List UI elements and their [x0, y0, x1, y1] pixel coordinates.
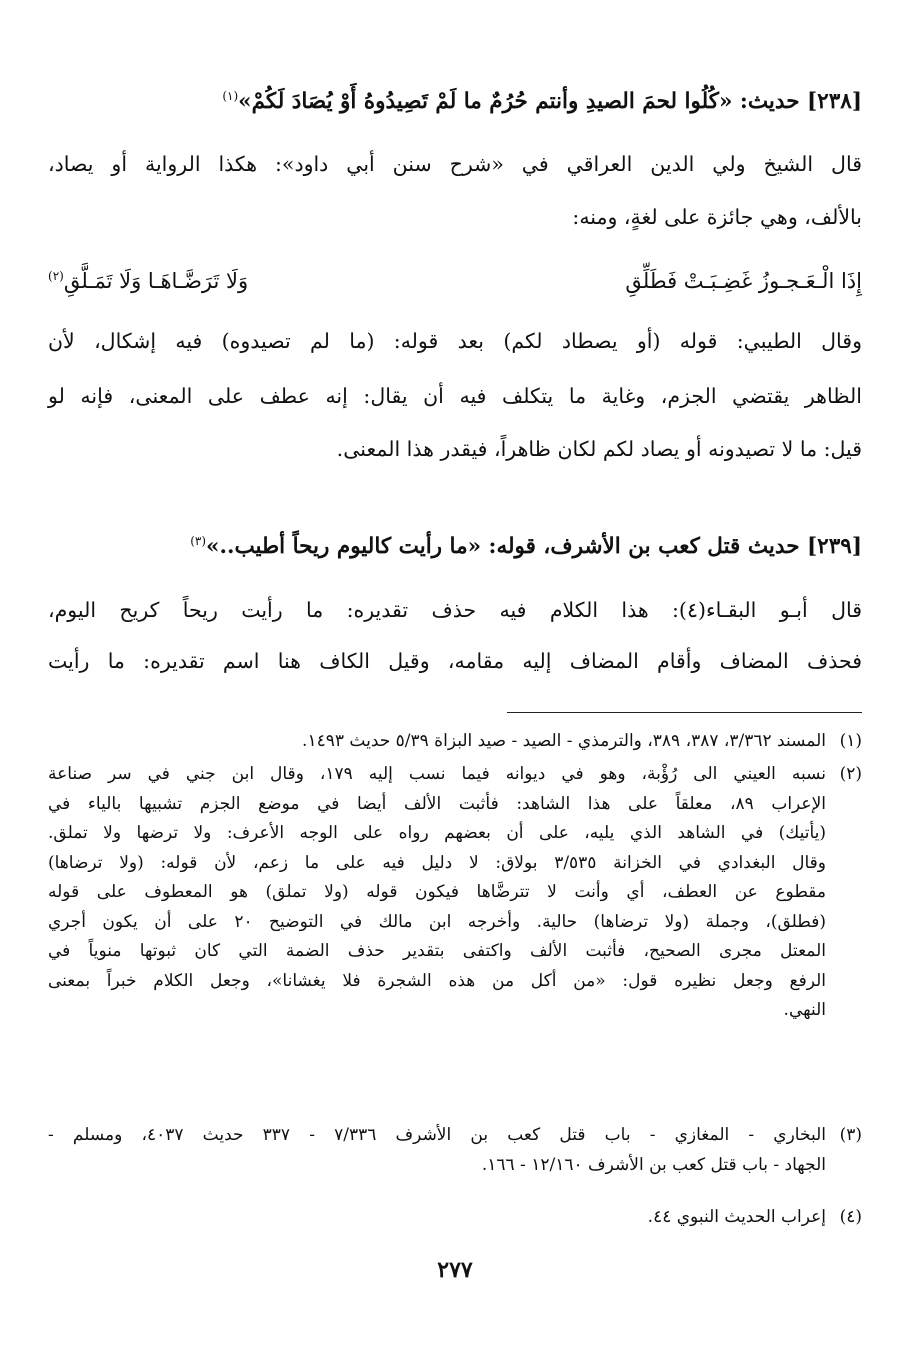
text-line: قيل: ما لا تصيدونه أو يصاد لكم لكان ظاهراً، فيقدر هذا المعنى.: [336, 437, 862, 461]
footnote-2: [48, 760, 862, 1026]
footnote-1: [48, 727, 862, 757]
footnote-line: المعتل مجرى الصحيح، فأثبت الألف واكتفى بتقدير حذف الضمة التي كان ثبوتها منوياً في: [48, 941, 826, 961]
text-line: فحذف المضاف وأقام المضاف إليه مقامه، وقيل الكاف هنا اسم تقديره: ما رأيت: [48, 649, 862, 673]
footnote-line: البخاري - المغازي - باب قتل كعب بن الأشرف ٧/٣٣٦ - ٣٣٧ حديث ٤٠٣٧، ومسلم -: [48, 1125, 826, 1145]
footnote-line: المسند ٣/٣٦٢، ٣٨٧، ٣٨٩، والترمذي - الصيد - صيد البزاة ٥/٣٩ حديث ١٤٩٣.: [302, 731, 826, 751]
footnote-line: إعراب الحديث النبوي ٤٤.: [647, 1207, 826, 1227]
footnote-number: (٢): [839, 764, 862, 784]
verse-second-hemistich: [48, 263, 248, 299]
footnote-ref-3: (٣): [190, 533, 207, 548]
footnote-line: الجهاد - باب قتل كعب بن الأشرف ١٢/١٦٠ - ١٦٦.: [481, 1154, 826, 1175]
footnote-line: (يأتيك) في الشاهد الذي يليه، على أن بعضهم رواه على الوجه الأعرف: ولا ترضها ولا تملق.: [48, 823, 826, 843]
text-line: بالألف، وهي جائزة على لغةٍ، ومنه:: [572, 205, 862, 229]
hadith-238-heading: [48, 86, 862, 118]
footnote-number: (٤): [839, 1207, 862, 1227]
text-line: وقال الطيبي: قوله (أو يصطاد لكم) بعد قوله: (ما لم تصيدوه) فيه إشكال، لأن: [48, 329, 862, 353]
footnote-separator: [507, 712, 862, 713]
footnote-3: [48, 1121, 862, 1180]
verse-first-hemistich: إِذَا الْـعَـجـوزُ غَضِـبَـتْ فَطَلِّقِ: [625, 269, 862, 293]
footnote-4: [48, 1203, 862, 1233]
footnote-line: النهي.: [783, 1000, 826, 1020]
footnote-ref-2: (٢): [48, 269, 64, 283]
verse-second-text: وَلَا تَرَضَّـاهَـا وَلَا تَمَـلَّقِ: [63, 269, 249, 293]
hadith-238-heading-text: [٢٣٨] حديث: «كُلُوا لحمَ الصيدِ وأنتم حُرُمٌ ما لَمْ تَصِيدُوهُ أَوْ يُصَادَ لَكُمْ»: [238, 89, 862, 114]
text-line: قال الشيخ ولي الدين العراقي في «شرح سنن أبي داود»: هكذا الرواية أو يصاد،: [48, 152, 862, 176]
footnote-line: (فطلق)، وجملة (ولا ترضاها) حالية. وأخرجه ابن مالك في التوضيح ٢٠ على أن يكون أجري: [48, 911, 827, 932]
hadith-239-heading: [48, 531, 862, 563]
poetry-verse: [48, 263, 862, 299]
footnote-line: الرفع وجعل نظيره قول: «من أكل من هذه الشجرة فلا يغشانا»، وجعل الكلام خبراً بمعنى: [48, 970, 826, 991]
page-number: ٢٧٧: [437, 1257, 473, 1283]
text-line: قال أبـو البقـاء(٤): هذا الكلام فيه حذف تقديره: ما رأيت ريحاً كريح اليوم،: [48, 598, 863, 622]
footnote-line: نسبه العيني الى رُؤْبة، وهو في ديوانه فيما نسب إليه ١٧٩، وقال ابن جني في سر صناعة: [48, 764, 826, 784]
footnote-line: مقطوع عن العطف، أي وأنت لا تترضَّاها فيكون قوله (ولا تملق) هو المعطوف على قوله: [48, 882, 826, 902]
footnote-line: الإعراب ٨٩، معلقاً على هذا الشاهد: فأثبت الألف أيضا في موضع الجزم تشبيها بالياء في: [48, 793, 826, 814]
footnote-number: (١): [839, 731, 862, 751]
footnote-number: (٣): [839, 1125, 862, 1145]
text-line: الظاهر يقتضي الجزم، وغاية ما يتكلف فيه أن يقال: إنه عطف على المعنى، فإنه لو: [48, 384, 862, 408]
hadith-239-heading-text: [٢٣٩] حديث قتل كعب بن الأشرف، قوله: «ما رأيت كاليوم ريحاً أطيب..»: [206, 534, 862, 559]
footnote-line: وقال البغدادي في الخزانة ٣/٥٣٥ بولاق: لا دليل فيه على ما زعم، لأن قوله: (ولا ترضاها): [48, 852, 826, 873]
footnote-ref-1: (١): [222, 88, 239, 103]
